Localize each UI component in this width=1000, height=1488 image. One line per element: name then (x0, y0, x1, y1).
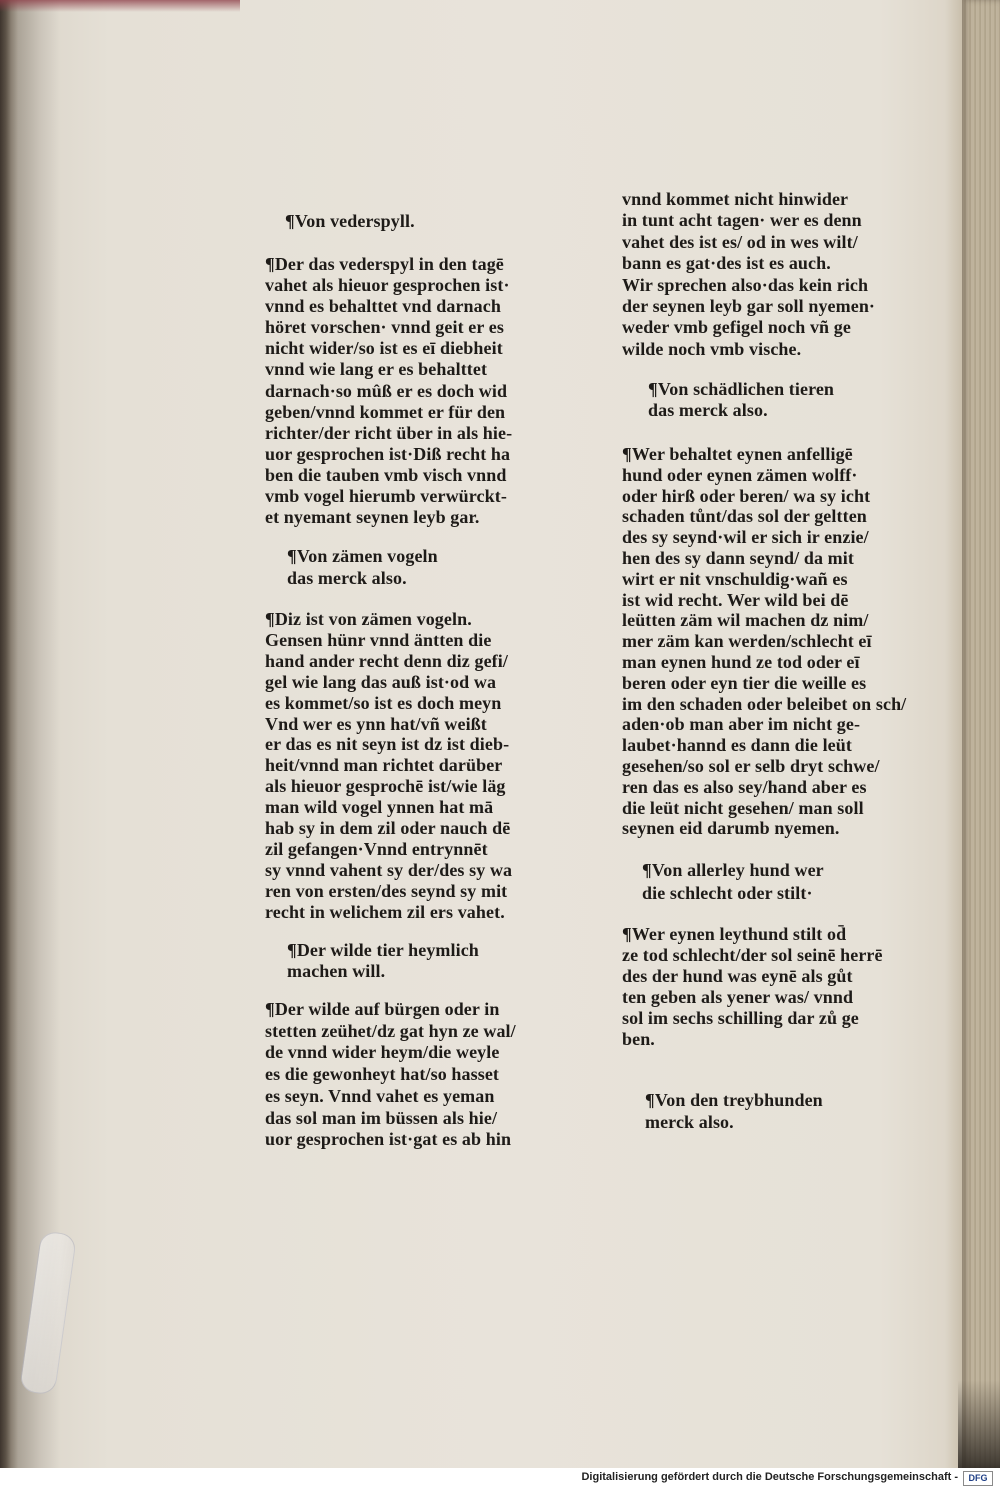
heading-schadlichen-tieren (648, 379, 834, 421)
text-line: nicht wider/so ist es eī diebheit (265, 338, 503, 359)
text-line: als hieuor gesprochē ist/wie läg (265, 776, 506, 797)
text-line: der seynen leyb gar soll nyemen· (622, 296, 876, 317)
heading-line: ¶Von den treybhunden (645, 1090, 823, 1110)
paragraph-zamen-vogeln (265, 609, 512, 923)
text-line: ben die tauben vmb visch vnnd (265, 464, 507, 485)
text-line: ben. (622, 1029, 655, 1049)
text-line: Wir sprechen also·das kein rich (622, 274, 869, 295)
text-line: aden·ob man aber im nicht ge- (622, 714, 861, 735)
text-line: Vnd wer es ynn hat/vñ weißt (265, 713, 487, 734)
funding-credit: Digitalisierung gefördert durch die Deutsche Forschungsgemeinschaft - (581, 1471, 958, 1483)
page-stack-shadow (958, 1380, 1000, 1468)
page-top-edge (0, 0, 240, 12)
text-line: sy vnnd vahent sy der/des sy wa (265, 859, 513, 880)
text-line: mer zäm kan werden/schlecht eī (622, 631, 872, 652)
text-line: stetten zeühet/dz gat hyn ze wal/ (265, 1020, 516, 1041)
text-line: gesehen/so sol er selb dryt schwe/ (622, 755, 880, 776)
text-line: uor gesprochen ist·gat es ab hin (265, 1129, 512, 1150)
text-line: recht in welichem zil ers vahet. (265, 901, 505, 922)
text-line: ze tod schlecht/der sol seinē herrē (622, 945, 883, 965)
text-line: ¶Der wilde auf bürgen oder in (265, 999, 500, 1019)
text-line: et nyemant seynen leyb gar. (265, 507, 480, 528)
text-line: bann es gat·des ist es auch. (622, 253, 831, 274)
text-line: im den schaden oder beleibet on sch/ (622, 693, 907, 714)
heading-line: merck also. (645, 1112, 734, 1132)
text-line: sol im sechs schilling dar zů ge (622, 1008, 859, 1028)
text-line: vnnd wie lang er es behalttet (265, 359, 488, 380)
paragraph-wilde-tier (265, 999, 516, 1151)
text-line: seynen eid darumb nyemen. (622, 818, 840, 839)
text-line: richter/der richt über in als hie- (265, 422, 513, 443)
text-line: ¶Diz ist von zämen vogeln. (265, 609, 472, 629)
text-line: beren oder eyn tier die weille es (622, 672, 867, 693)
heading-line: die schlecht oder stilt· (642, 883, 813, 903)
text-line: hab sy in dem zil oder nauch dē (265, 818, 511, 839)
text-line: es kommet/so ist es doch meyn (265, 692, 502, 713)
text-line: wirt er nit vnschuldig·wañ es (622, 568, 848, 589)
text-line: ¶Wer eynen leythund stilt od̄ (622, 924, 847, 944)
text-line: in tunt acht tagen· wer es denn (622, 210, 862, 231)
text-line: vmb vogel hierumb verwürckt- (265, 486, 507, 507)
heading-line: ¶Von allerley hund wer (642, 860, 824, 880)
text-line: ten geben als yener was/ vnnd (622, 987, 854, 1007)
text-line: hen des sy dann seynd/ da mit (622, 547, 854, 568)
text-line: das sol man im büssen als hie/ (265, 1107, 498, 1128)
text-line: Gensen hünr vnnd äntten die (265, 629, 492, 650)
heading-line: ¶Der wilde tier heymlich (287, 940, 479, 960)
heading-line: ¶Von schädlichen tieren (648, 379, 835, 399)
text-line: ¶Der das vederspyl in den tagē (265, 254, 504, 274)
text-line: gel wie lang das auß ist·od wa (265, 671, 497, 692)
text-line: man eynen hund ze tod oder eī (622, 651, 860, 672)
text-line: es die gewonheyt hat/so hasset (265, 1064, 500, 1085)
text-line: weder vmb gefigel noch vñ ge (622, 317, 851, 338)
heading-line: machen will. (287, 961, 386, 981)
paragraph-vederspyl (265, 254, 512, 528)
paragraph-allerley-hund (622, 924, 883, 1050)
digitization-footer (0, 1468, 1000, 1488)
text-line: er das es nit seyn ist dz ist dieb- (265, 734, 510, 755)
text-line: die leüt nicht gesehen/ man soll (622, 797, 864, 818)
heading-von-vederspyll (285, 210, 415, 232)
heading-line: ¶Von vederspyll. (285, 211, 415, 231)
heading-wilde-tier (287, 940, 479, 982)
dfg-logo: DFG (963, 1471, 993, 1486)
text-line: ren das es also sey/hand aber es (622, 776, 867, 797)
heading-von-zamen-vogeln (287, 545, 438, 589)
text-line: heit/vnnd man richtet darüber (265, 755, 503, 776)
text-line: des sy seynd·wil er sich ir enzie/ (622, 527, 869, 548)
text-line: hand ander recht denn diz gefi/ (265, 650, 508, 671)
text-line: höret vorschen· vnnd geit er es (265, 317, 504, 338)
heading-allerley-hund (642, 859, 824, 905)
text-line: uor gesprochen ist·Diß recht ha (265, 443, 511, 464)
text-line: vahet des ist es/ od in wes wilt/ (622, 231, 858, 252)
text-line: oder hirß oder beren/ wa sy icht (622, 485, 871, 506)
text-line: leütten zäm wil machen dz nim/ (622, 610, 869, 631)
text-line: ren von ersten/des seynd sy mit (265, 880, 508, 901)
text-line: vahet als hieuor gesprochen ist· (265, 275, 510, 296)
text-line: man wild vogel ynnen hat mā (265, 797, 494, 818)
heading-line: ¶Von zämen vogeln (287, 546, 438, 566)
text-line: de vnnd wider heym/die weyle (265, 1042, 500, 1063)
heading-line: das merck also. (287, 568, 407, 588)
paragraph-schadlichen-tieren (622, 444, 906, 839)
text-line: ist wid recht. Wer wild bei dē (622, 589, 849, 610)
text-line: des der hund was eynē als gůt (622, 966, 853, 986)
heading-line: das merck also. (648, 400, 768, 420)
text-line: hund oder eynen zämen wolff· (622, 464, 858, 485)
page-stack-edge (962, 0, 1000, 1468)
text-line: vnnd es behalttet vnd darnach (265, 296, 501, 317)
text-line: vnnd kommet nicht hinwider (622, 189, 849, 209)
text-line: laubet·hannd es dann die leüt (622, 735, 852, 756)
heading-treybhunden (645, 1089, 823, 1133)
text-line: geben/vnnd kommet er für den (265, 401, 506, 422)
text-line: ¶Wer behaltet eynen anfelligē (622, 444, 853, 464)
text-line: schaden tůnt/das sol der geltten (622, 506, 867, 527)
paragraph-continuation (622, 189, 875, 360)
text-line: wilde noch vmb vische. (622, 338, 802, 359)
text-line: darnach·so mûß er es doch wid (265, 380, 508, 401)
text-line: zil gefangen·Vnnd entrynnēt (265, 838, 488, 859)
text-line: es seyn. Vnnd vahet es yeman (265, 1085, 495, 1106)
